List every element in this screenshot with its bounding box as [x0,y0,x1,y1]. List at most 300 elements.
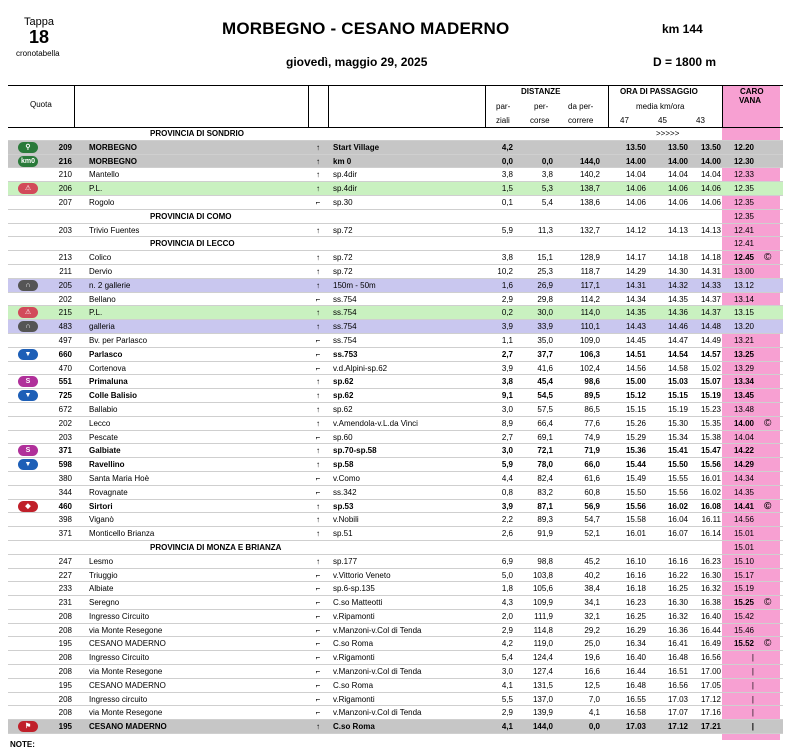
distance-covered: 57,5 [537,404,553,414]
carovana-time: 14.22 [733,446,754,456]
table-row [8,651,783,665]
distance-remaining: 132,7 [579,225,600,235]
table-row [8,403,783,417]
time-43kmh: 15.02 [700,363,721,373]
location: Bellano [89,294,116,304]
time-47kmh: 14.04 [625,170,646,180]
location: Primaluna [89,377,128,387]
time-45kmh: 14.04 [667,170,688,180]
altitude: 203 [58,225,72,235]
redbull-icon: ◆ [18,501,38,512]
direction-symbol: ↑ [316,322,320,332]
time-43kmh: 15.07 [700,377,721,387]
time-45kmh: 15.03 [667,377,688,387]
direction-symbol: ⌐ [315,363,321,373]
distance-covered: 72,1 [537,446,553,456]
table-row [8,431,783,445]
location: galleria [89,322,115,332]
province-label: PROVINCIA DI COMO [150,211,232,221]
road: 150m - 50m [333,280,376,290]
time-43kmh: 14.37 [700,308,721,318]
header-distanze: DISTANZE [521,87,561,96]
time-47kmh: 16.58 [625,708,646,718]
time-45kmh: 13.50 [667,142,688,152]
location: MORBEGNO [89,142,137,152]
time-45kmh: 17.03 [667,694,688,704]
distance-partial: 2,7 [501,349,513,359]
road: v.Rigamonti [333,653,375,663]
distance-covered: 119,0 [533,639,553,649]
time-45kmh: 17.12 [667,722,688,732]
location: Galbiate [89,446,121,456]
time-43kmh: 16.56 [700,653,721,663]
header-speed-45: 45 [658,116,667,125]
distance-remaining: 98,6 [584,377,600,387]
altitude: 209 [58,142,72,152]
carovana-time: | [751,667,754,677]
direction-symbol: ↑ [316,515,320,525]
distance-covered: 45,4 [537,377,553,387]
direction-symbol: ⌐ [315,487,321,497]
stage-title: MORBEGNO - CESANO MADERNO [222,19,510,38]
location: Mantello [89,170,120,180]
altitude: 208 [58,694,72,704]
distance-partial: 2,9 [501,294,513,304]
header-da-percorrere-1: da per- [568,102,594,111]
table-row [8,196,783,210]
altitude: 202 [58,294,72,304]
road: ss.342 [333,487,357,497]
time-47kmh: 16.25 [625,611,646,621]
copyright-mark: © [764,597,772,609]
table-row [8,279,783,293]
distance-covered: 89,3 [537,515,553,525]
location: CESANO MADERNO [89,639,166,649]
sprint-icon: S [18,376,38,387]
copyright-mark: © [764,638,772,650]
time-47kmh: 15.50 [625,487,646,497]
altitude: 371 [58,446,72,456]
table-row [8,458,783,472]
province-row [8,237,783,251]
location: Rovagnate [89,487,128,497]
direction-symbol: ⌐ [315,694,321,704]
distance-remaining: 54,7 [584,515,600,525]
time-45kmh: 15.56 [667,487,688,497]
distance-partial: 3,9 [501,322,513,332]
road: v.Vittorio Veneto [333,570,391,580]
header-percorse-1: per- [534,102,549,111]
carovana-time: 13.48 [733,404,754,414]
time-47kmh: 14.43 [625,322,646,332]
time-47kmh: 15.29 [625,432,646,442]
distance-partial: 3,8 [501,170,513,180]
carovana-time: 15.01 [733,529,754,539]
time-47kmh: 15.44 [625,460,646,470]
distance-remaining: 4,1 [588,708,600,718]
road: sp.72 [333,266,353,276]
time-47kmh: 14.31 [625,280,646,290]
distance-remaining: 89,5 [584,391,600,401]
distance-remaining: 56,9 [584,501,600,511]
carovana-time: 13.20 [733,322,754,332]
distance-remaining: 140,2 [579,170,600,180]
direction-symbol: ⌐ [315,473,321,483]
road: C.so Roma [333,639,374,649]
carovana-time: 12.41 [733,239,754,249]
location: Trivio Fuentes [89,225,140,235]
direction-symbol: ↑ [316,253,320,263]
header-carovana-2: VANA [739,96,762,105]
time-45kmh: 16.22 [667,570,688,580]
altitude: 470 [58,363,72,373]
province-row [8,127,783,141]
copyright-mark: © [764,417,772,429]
carovana-time: 14.35 [733,487,754,497]
direction-symbol: ⌐ [315,653,321,663]
distance-partial: 5,4 [501,653,513,663]
time-45kmh: 14.54 [667,349,688,359]
distance-partial: 5,5 [501,694,513,704]
time-43kmh: 15.35 [700,418,721,428]
direction-symbol: ⌐ [315,680,321,690]
location: CESANO MADERNO [89,722,167,732]
time-45kmh: 14.18 [667,253,688,263]
distance-remaining: 60,8 [584,487,600,497]
distance-partial: 4,1 [501,680,513,690]
time-45kmh: 17.07 [667,708,688,718]
distance-partial: 10,2 [497,266,513,276]
carovana-time: 12.33 [733,170,754,180]
altitude: 216 [58,156,72,166]
distance-remaining: 32,1 [584,611,600,621]
time-43kmh: 14.37 [700,294,721,304]
time-47kmh: 15.36 [625,446,646,456]
time-45kmh: 14.32 [667,280,688,290]
distance-covered: 87,1 [537,501,553,511]
carovana-time: 12.30 [733,156,754,166]
table-row [8,555,783,569]
distance-partial: 4,2 [501,639,513,649]
road: sp.51 [333,529,353,539]
distance-partial: 0,1 [501,197,513,207]
road: sp.53 [333,501,354,511]
distance-remaining: 114,2 [580,294,600,304]
time-47kmh: 17.03 [625,722,646,732]
table-row [8,155,783,169]
time-47kmh: 16.29 [625,625,646,635]
distance-remaining: 0,0 [588,722,600,732]
time-45kmh: 16.32 [667,611,688,621]
distance-remaining: 16,6 [584,667,600,677]
direction-symbol: ↑ [316,184,320,194]
table-row [8,224,783,238]
distance-covered: 5,4 [541,197,553,207]
distance-partial: 6,9 [501,556,513,566]
distance-partial: 3,9 [501,501,513,511]
distance-partial: 5,9 [501,460,513,470]
location: Parlasco [89,349,123,359]
time-43kmh: 16.23 [700,556,721,566]
carovana-time: 14.56 [733,515,754,525]
road: Start Village [333,142,380,152]
distance-covered: 98,8 [537,556,553,566]
direction-symbol: ⌐ [315,570,321,580]
distance-covered: 111,9 [534,611,553,621]
direction-symbol: ↑ [316,722,320,732]
copyright-mark: © [764,252,772,264]
table-row [8,679,783,693]
altitude: 205 [58,280,72,290]
altitude: 208 [58,625,72,635]
direction-symbol: ↑ [316,280,320,290]
road: C.so Roma [333,680,374,690]
distance-remaining: 34,1 [584,598,600,608]
distance-covered: 30,0 [537,308,553,318]
carovana-time: 12.35 [733,197,754,207]
road: C.so Matteotti [333,598,383,608]
direction-symbol: ⌐ [315,611,321,621]
direction-symbol: ↑ [316,377,320,387]
distance-covered: 131,5 [532,680,553,690]
header-media: media km/ora [636,102,685,111]
cronotabella-label: cronotabella [16,49,60,58]
distance-remaining: 117,1 [580,280,600,290]
distance-partial: 4,1 [501,722,513,732]
altitude: 206 [58,184,72,194]
carovana-time: 15.01 [733,542,754,552]
direction-symbol: ⌐ [315,294,321,304]
road: ss.754 [333,322,357,332]
altitude: 660 [58,349,72,359]
road: v.d.Alpini-sp.62 [333,363,388,373]
time-47kmh: 14.00 [625,156,646,166]
road: km 0 [333,156,352,166]
altitude: 210 [58,170,72,180]
time-45kmh: 16.48 [667,653,688,663]
location: Lecco [89,418,111,428]
altitude: 208 [58,708,72,718]
province-label: PROVINCIA DI MONZA E BRIANZA [150,542,282,552]
time-45kmh: 15.30 [667,418,688,428]
road: sp.60 [333,432,353,442]
time-43kmh: 16.01 [700,473,721,483]
location: Viganò [89,515,114,525]
carovana-time: 15.10 [733,556,754,566]
stage-date: giovedì, maggio 29, 2025 [286,55,428,69]
time-43kmh: 13.50 [700,142,721,152]
location: MORBEGNO [89,156,137,166]
time-45kmh: 14.30 [667,266,688,276]
time-47kmh: 16.16 [625,570,646,580]
time-45kmh: 15.34 [667,432,688,442]
time-45kmh: 14.06 [667,197,688,207]
province-row [8,541,783,555]
location: CESANO MADERNO [89,680,166,690]
distance-remaining: 118,7 [580,266,600,276]
tappa-number: 18 [29,27,50,47]
province-label: PROVINCIA DI SONDRIO [150,129,244,138]
timetable [8,127,783,734]
header-parziali-1: par- [496,102,511,111]
direction-symbol: ⌐ [315,708,321,718]
time-43kmh: 14.48 [700,322,721,332]
carovana-time: | [751,722,754,732]
table-row [8,320,783,334]
carovana-time: 14.00 [733,418,754,428]
time-45kmh: 16.07 [667,529,688,539]
direction-symbol: ⌐ [315,349,321,359]
carovana-time: 15.19 [733,584,754,594]
direction-symbol: ⌐ [315,667,321,677]
road: sp.62 [333,391,354,401]
location: Ravellino [89,460,125,470]
table-row [8,375,783,389]
distance-covered: 69,1 [537,432,553,442]
distance-partial: 1,5 [501,184,513,194]
carovana-time: 12.35 [733,184,754,194]
time-45kmh: 16.04 [667,515,688,525]
time-43kmh: 15.38 [700,432,721,442]
road: sp.72 [333,253,353,263]
table-row [8,706,783,720]
road: sp.6-sp.135 [333,584,375,594]
time-43kmh: 17.05 [700,680,721,690]
location: Colle Balisio [89,391,138,401]
location: Rogolo [89,197,115,207]
table-row [8,624,783,638]
time-47kmh: 14.06 [625,184,646,194]
table-row [8,693,783,707]
distance-partial: 3,9 [501,363,513,373]
stage-distance: km 144 [662,22,703,36]
distance-partial: 4,3 [501,598,513,608]
time-47kmh: 16.23 [625,598,646,608]
distance-covered: 103,8 [532,570,553,580]
distance-covered: 78,0 [537,460,553,470]
carovana-time: 14.04 [733,432,754,442]
table-row [8,362,783,376]
time-47kmh: 14.51 [625,349,646,359]
location: Triuggio [89,570,118,580]
distance-partial: 3,0 [501,404,513,414]
sprint-icon: S [18,445,38,456]
time-47kmh: 14.29 [625,266,646,276]
direction-symbol: ⌐ [315,598,321,608]
distance-remaining: 52,1 [584,529,600,539]
altitude: 551 [58,377,72,387]
gpm-icon: ▼ [18,390,38,401]
road: ss.754 [333,308,357,318]
carovana-time: 13.45 [733,391,754,401]
location: Pescate [89,432,118,442]
time-45kmh: 15.19 [667,404,688,414]
distance-covered: 29,8 [537,294,553,304]
table-row [8,527,783,541]
time-43kmh: 14.57 [700,349,721,359]
time-47kmh: 16.01 [625,529,646,539]
carovana-time: 15.42 [733,611,754,621]
distance-covered: 25,3 [537,266,553,276]
altitude: 460 [58,501,72,511]
road: v.Manzoni-v.Col di Tenda [333,708,422,718]
time-43kmh: 16.08 [700,501,721,511]
distance-covered: 83,2 [537,487,553,497]
location: Lesmo [89,556,114,566]
distance-partial: 2,9 [501,625,513,635]
time-47kmh: 15.49 [625,473,646,483]
time-47kmh: 16.44 [625,667,646,677]
header-parziali-2: ziali [496,116,510,125]
carovana-time: 13.14 [733,294,754,304]
table-row [8,182,783,196]
bike-icon: ⚲ [18,142,38,153]
distance-partial: 2,0 [501,611,513,621]
altitude: 380 [58,473,72,483]
header-speed-47: 47 [620,116,629,125]
direction-symbol: ↑ [316,142,320,152]
road: ss.753 [333,349,358,359]
time-47kmh: 14.17 [625,253,646,263]
direction-symbol: ↑ [316,266,320,276]
direction-symbol: ↑ [316,225,320,235]
direction-symbol: ↑ [316,391,320,401]
distance-covered: 127,4 [532,667,553,677]
direction-symbol: ⌐ [315,432,321,442]
gpm-icon: ▼ [18,349,38,360]
altitude: 725 [58,391,72,401]
header-speed-43: 43 [696,116,705,125]
road: sp.62 [333,404,353,414]
time-43kmh: 17.00 [700,667,721,677]
time-43kmh: 16.32 [700,584,721,594]
time-47kmh: 14.34 [625,294,646,304]
tunnel-icon: ∩ [18,321,38,332]
time-45kmh: 14.47 [667,335,688,345]
time-47kmh: 15.58 [625,515,646,525]
time-43kmh: 17.12 [700,694,721,704]
road: sp.4dir [333,170,358,180]
distance-covered: 139,9 [532,708,553,718]
table-row [8,444,783,458]
direction-symbol: ↑ [316,156,320,166]
altitude: 497 [58,335,72,345]
road: sp.4dir [333,184,358,194]
table-row [8,472,783,486]
carovana-time: 15.52 [733,639,754,649]
time-43kmh: 16.38 [700,598,721,608]
location: Albiate [89,584,114,594]
road: v.Nobili [333,515,359,525]
time-43kmh: 15.23 [700,404,721,414]
time-47kmh: 14.12 [625,225,646,235]
carovana-time: 12.45 [733,253,754,263]
time-45kmh: 15.55 [667,473,688,483]
time-43kmh: 14.49 [700,335,721,345]
time-43kmh: 15.47 [700,446,721,456]
distance-remaining: 144,0 [579,156,600,166]
road: ss.754 [333,294,357,304]
distance-remaining: 25,0 [584,639,600,649]
altitude: 211 [59,266,72,276]
altitude: 233 [58,584,72,594]
table-row [8,168,783,182]
distance-remaining: 109,0 [579,335,600,345]
road: sp.62 [333,377,354,387]
time-43kmh: 16.40 [700,611,721,621]
direction-symbol: ⌐ [315,197,321,207]
time-43kmh: 16.11 [701,515,721,525]
